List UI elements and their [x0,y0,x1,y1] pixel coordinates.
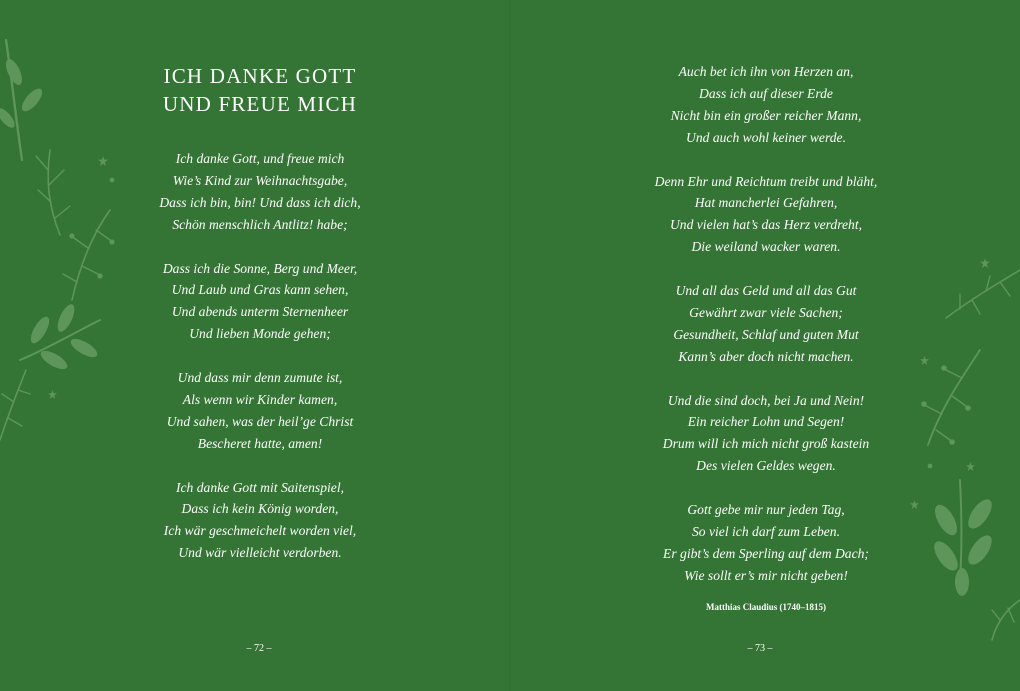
verse-line: Nicht bin ein großer reicher Mann, [670,107,862,123]
verse-line: Als wenn wir Kinder kamen, [182,391,338,407]
verse-line: Kann’s aber doch nicht machen. [678,348,854,364]
verse-line: Und dass mir denn zumute ist, [177,370,343,386]
verse-line: Und sahen, was der heil’ge Christ [166,413,354,429]
verse-line: Ich wär geschmeichelt worden viel, [163,523,357,539]
verse-line: Und wär vielleicht verdorben. [178,545,342,561]
star-icon [98,156,108,166]
stanza [616,61,916,149]
verse-line: Ich danke Gott mit Saitenspiel, [176,479,344,495]
stanza [616,280,916,368]
poem-title [140,62,380,118]
stanza [110,258,410,346]
stanza [110,367,410,455]
verse-line: Hat mancherlei Gefahren, [694,195,838,211]
verse-line: Und vielen hat’s das Herz verdreht, [669,217,863,233]
page-number: – 73 – [747,643,773,654]
stanza [616,390,916,478]
verse-line: Denn Ehr und Reichtum treibt und bläht, [654,173,878,189]
page-number: – 72 – [246,643,272,654]
verse-line: Gesundheit, Schlaf und guten Mut [673,326,859,342]
verse-line: Und die sind doch, bei Ja und Nein! [667,392,865,408]
verse-line: Gott gebe mir nur jeden Tag, [687,502,845,518]
verse-line: Dass ich bin, bin! Und dass ich dich, [159,194,361,210]
verse-line: Und lieben Monde gehen; [189,326,331,342]
verse-line: Er gibt’s dem Sperling auf dem Dach; [663,545,869,561]
verse-line: Bescheret hatte, amen! [197,435,323,451]
poem-title-line: ICH DANKE GOTT [163,64,357,88]
verse-line: Drum will ich mich nicht groß kastein [662,436,870,452]
verse-line: Ein reicher Lohn und Segen! [687,414,845,430]
poem-author: Matthias Claudius (1740–1815) [705,602,826,612]
stanza [616,171,916,259]
poem-body-left [110,148,410,586]
verse-line: Und abends unterm Sternenheer [171,304,349,320]
verse-line: Dass ich die Sonne, Berg und Meer, [162,260,358,276]
verse-line: Und all das Geld und all das Gut [675,283,857,299]
star-icon [48,390,57,399]
verse-line: Dass ich auf dieser Erde [699,85,833,101]
verse-line: Ich danke Gott, und freue mich [175,151,345,166]
right-page [510,0,1020,691]
verse-line: Und Laub und Gras kann sehen, [171,282,349,298]
stanza [616,499,916,587]
verse-line: Wie’s Kind zur Weihnachtsgabe, [172,172,348,188]
star-icon [966,462,975,471]
verse-line: Auch bet ich ihn von Herzen an, [678,64,854,79]
berry-sprig-icon [900,230,1020,650]
verse-line: Gewährt zwar viele Sachen; [689,304,843,320]
verse-line: Wie sollt er’s mir nicht geben! [684,567,848,583]
poem-title-line: UND FREUE MICH [162,92,358,116]
star-icon [980,258,990,268]
verse-line: Die weiland wacker waren. [691,239,841,255]
verse-line: Dass ich kein König worden, [181,501,339,517]
star-icon [920,356,929,365]
verse-line: Des vielen Geldes wegen. [696,458,836,474]
poem-body-right [616,61,916,609]
stanza [110,148,410,236]
verse-line: Schön menschlich Antlitz! habe; [172,216,348,232]
stanza [110,477,410,565]
verse-line: So viel ich darf zum Leben. [692,523,840,539]
verse-line: Und auch wohl keiner werde. [686,129,846,145]
